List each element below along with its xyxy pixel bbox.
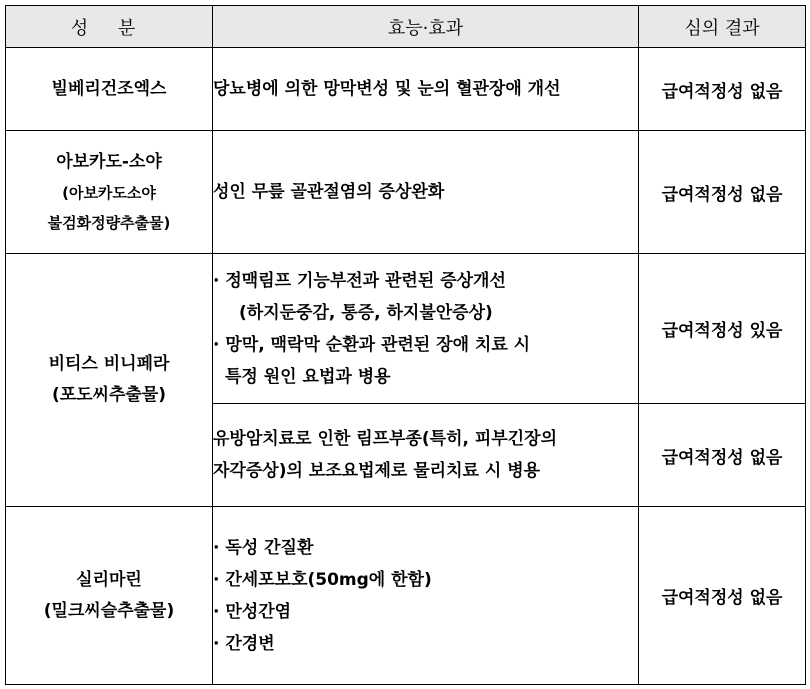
header-row [6,6,806,48]
header-effect: 효능·효과 [213,6,639,48]
effect-bullet: · 독성 간질환 [213,537,314,558]
effect-line: 유방암치료로 인한 림프부종(특히, 피부긴장의 [213,429,558,449]
result-text: 급여적정성 없음 [661,81,783,102]
effect-line: 특정 원인 요법과 병용 [225,366,391,387]
component-name: 빌베리건조엑스 [51,78,167,99]
component-name: 아보카도-소야 [56,151,162,172]
effect-cell [213,48,639,131]
effect-cell [213,131,639,254]
component-name: 비티스 비니페라 [48,354,170,374]
effect-bullet: · 정맥림프 기능부전과 관련된 증상개선 [213,270,506,291]
result-cell [639,254,806,404]
component-cell [6,48,213,131]
effect-cell [213,254,639,404]
effect-text: 당뇨병에 의한 망막변성 및 눈의 혈관장애 개선 [213,79,561,99]
component-name: 실리마린 [76,569,142,590]
result-cell [639,131,806,254]
table-row [6,48,806,131]
effect-bullet: · 간세포보호(50mg에 한함) [213,569,432,590]
table-row [6,254,806,404]
result-text: 급여적정성 있음 [661,321,783,341]
result-cell [639,48,806,131]
effect-cell [213,404,639,507]
effect-line: 자각증상)의 보조요법제로 물리치료 시 병용 [213,461,541,481]
effect-cell [213,507,639,685]
component-subname: 불검화정량추출물) [47,213,171,232]
effect-text: 성인 무릎 골관절염의 증상완화 [213,182,445,202]
component-subname: (밀크씨슬추출물) [43,600,175,621]
result-text: 급여적정성 없음 [661,447,783,468]
result-text: 급여적정성 없음 [661,588,783,608]
result-cell [639,404,806,507]
effect-bullet: · 간경변 [213,633,275,654]
table-row [6,131,806,254]
result-cell [639,507,806,685]
component-cell [6,507,213,685]
header-component: 성 분 [6,6,213,48]
effect-bullet: · 망막, 맥락막 순환과 관련된 장애 치료 시 [213,334,531,355]
component-cell [6,131,213,254]
header-result: 심의 결과 [639,6,806,48]
component-subname: (아보카도소야 [62,183,156,202]
component-cell [6,254,213,507]
effect-bullet: · 만성간염 [213,601,292,622]
effect-line: (하지둔중감, 통증, 하지불안증상) [239,302,493,323]
deliberation-table [5,5,806,685]
component-subname: (포도씨추출물) [51,385,167,405]
table-row [6,507,806,685]
result-text: 급여적정성 없음 [661,184,783,205]
